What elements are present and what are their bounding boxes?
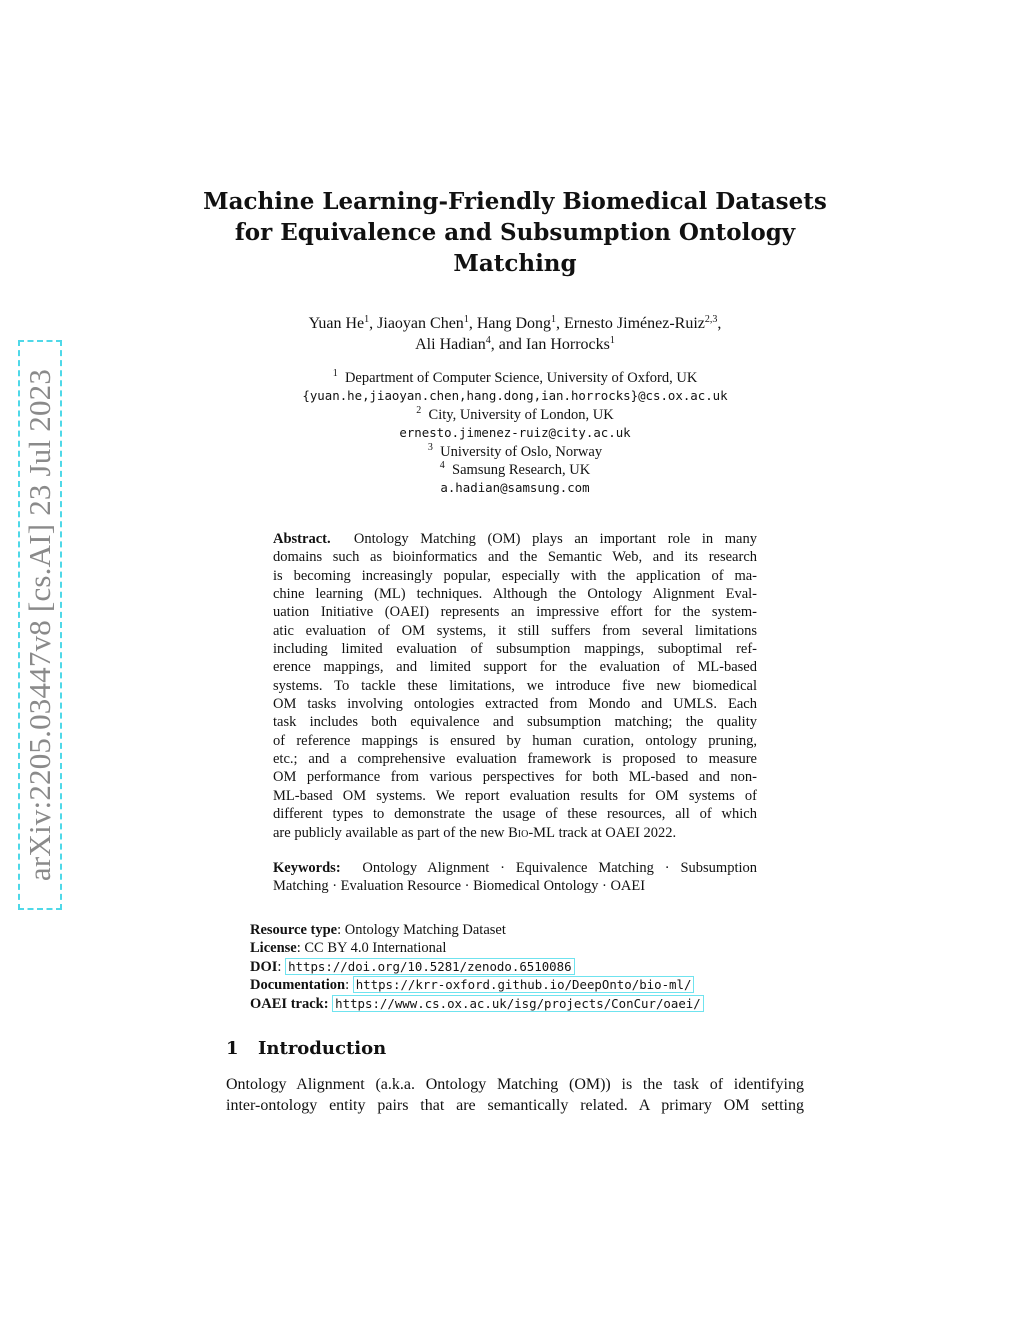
abstract-line: of reference mappings is ensured by human curation, ontology pruning, xyxy=(273,732,757,749)
abstract-line: domains such as bioinformatics and the Semantic Web, and its research xyxy=(273,549,757,566)
author-affil-mark: 1 xyxy=(364,314,370,325)
abstract-line xyxy=(273,530,757,548)
body-line: inter-ontology entity pairs that are semantically related. A primary OM setting xyxy=(226,1097,804,1114)
resource-documentation xyxy=(250,976,810,994)
author-name: , Ernesto Jiménez-Ruiz xyxy=(556,315,705,332)
author-name: , Jiaoyan Chen xyxy=(369,315,464,332)
affiliation-text: City, University of London, UK xyxy=(428,406,614,423)
abstract-line: OM performance from various perspectives for both ML-based and non- xyxy=(273,769,757,786)
title-line: Matching xyxy=(453,250,577,277)
affiliation-email: {yuan.he,jiaoyan.chen,hang.dong,ian.horrocks}@cs.ox.ac.uk xyxy=(302,388,728,404)
section-title: Introduction xyxy=(258,1038,387,1059)
paper-title xyxy=(200,186,830,279)
resource-label: OAEI track: xyxy=(250,995,329,1012)
arxiv-stamp xyxy=(18,340,62,910)
abstract-text: are publicly available as part of the new xyxy=(273,824,509,841)
author-list xyxy=(200,313,830,355)
abstract-line: task includes both equivalence and subsumption matching; the quality xyxy=(273,714,757,731)
affiliation-2 xyxy=(200,406,830,424)
author-line xyxy=(200,313,830,334)
affiliation-list xyxy=(200,369,830,498)
affil-mark: 3 xyxy=(427,441,433,453)
title-line: Machine Learning-Friendly Biomedical Datasets xyxy=(203,188,827,215)
abstract-label: Abstract. xyxy=(273,531,331,547)
author-affil-mark: 1 xyxy=(463,314,469,325)
abstract-line: OM tasks involving ontologies extracted from Mondo and UMLS. Each xyxy=(273,696,757,713)
abstract xyxy=(273,530,757,842)
resource-doi xyxy=(250,958,810,976)
resource-info xyxy=(250,921,810,1013)
resource-separator: : xyxy=(345,977,353,994)
intro-paragraph xyxy=(226,1074,804,1116)
affiliation-email: ernesto.jimenez-ruiz@city.ac.uk xyxy=(399,425,631,441)
affiliation-4 xyxy=(200,461,830,479)
abstract-line xyxy=(273,824,757,842)
abstract-text: track at OAEI 2022. xyxy=(554,824,677,841)
arxiv-identifier: arXiv:2205.03447v8 [cs.AI] 23 Jul 2023 xyxy=(22,368,57,882)
affiliation-text: University of Oslo, Norway xyxy=(440,443,603,460)
resource-license xyxy=(250,939,810,957)
resource-oaei-track xyxy=(250,995,810,1013)
abstract-line: different types to demonstrate the usage of these resources, all of which xyxy=(273,806,757,823)
abstract-line: is becoming increasingly popular, especially with the application of ma- xyxy=(273,567,757,584)
abstract-line: including limited evaluation of subsumption mappings, suboptimal ref- xyxy=(273,641,757,658)
author-name: , and Ian Horrocks xyxy=(490,336,610,353)
abstract-line: etc.; and a comprehensive evaluation framework is proposed to measure xyxy=(273,751,757,768)
affil-mark: 4 xyxy=(439,460,445,472)
doi-link[interactable]: https://doi.org/10.5281/zenodo.6510086 xyxy=(285,958,574,975)
author-name: , Hang Dong xyxy=(468,315,552,332)
affil-mark: 2 xyxy=(416,404,422,416)
resource-type xyxy=(250,921,810,939)
track-name: Bio-ML xyxy=(508,824,555,841)
author-separator: , xyxy=(717,315,722,332)
section-number: 1 xyxy=(226,1038,239,1059)
resource-value: : Ontology Matching Dataset xyxy=(337,922,506,938)
resource-label: Resource type xyxy=(250,922,338,938)
oaei-track-link[interactable]: https://www.cs.ox.ac.uk/isg/projects/ConCur/oaei/ xyxy=(332,995,704,1012)
affiliation-3 xyxy=(200,443,830,461)
abstract-text: Ontology Matching (OM) plays an important role in many xyxy=(353,531,757,547)
affiliation-text: Department of Computer Science, University of Oxford, UK xyxy=(344,370,698,386)
section-heading xyxy=(226,1037,386,1061)
affiliation-text: Samsung Research, UK xyxy=(452,462,591,479)
affiliation-1 xyxy=(200,369,830,387)
resource-separator: : xyxy=(277,958,286,975)
author-name: Ali Hadian xyxy=(415,336,486,353)
title-line: for Equivalence and Subsumption Ontology xyxy=(234,219,796,246)
abstract-line: systems. To tackle these limitations, we introduce five new biomedical xyxy=(273,677,757,694)
body-line: Ontology Alignment (a.k.a. Ontology Matching (OM)) is the task of identifying xyxy=(226,1076,804,1093)
abstract-line: atic evaluation of OM systems, it still suffers from several limitations xyxy=(273,622,757,639)
resource-label: License xyxy=(250,940,297,957)
resource-value: : CC BY 4.0 International xyxy=(296,940,447,957)
keywords-text: Ontology Alignment · Equivalence Matching · Subsumption xyxy=(362,860,758,876)
abstract-line: erence mappings, and limited support for the evaluation of ML-based xyxy=(273,659,757,676)
author-name: Yuan He xyxy=(308,315,365,332)
resource-label: Documentation xyxy=(250,977,346,994)
author-affil-mark: 4 xyxy=(485,335,491,346)
keywords xyxy=(273,859,757,896)
keywords-label: Keywords: xyxy=(273,860,341,876)
documentation-link[interactable]: https://krr-oxford.github.io/DeepOnto/bio-ml/ xyxy=(353,976,695,993)
abstract-line: chine learning (ML) techniques. Although the Ontology Alignment Eval- xyxy=(273,586,757,603)
abstract-line: ML-based OM systems. We report evaluation results for OM systems of xyxy=(273,787,757,804)
author-affil-mark: 1 xyxy=(551,314,557,325)
author-affil-mark: 1 xyxy=(609,335,615,346)
affil-mark: 1 xyxy=(332,368,338,379)
abstract-line: uation Initiative (OAEI) represents an impressive effort for the system- xyxy=(273,604,757,621)
affiliation-email: a.hadian@samsung.com xyxy=(440,480,590,496)
author-line xyxy=(200,334,830,355)
keywords-line: Matching · Evaluation Resource · Biomedical Ontology · OAEI xyxy=(273,878,646,895)
author-affil-mark: 2,3 xyxy=(704,314,718,325)
keywords-line xyxy=(273,859,757,877)
resource-label: DOI xyxy=(250,958,278,975)
